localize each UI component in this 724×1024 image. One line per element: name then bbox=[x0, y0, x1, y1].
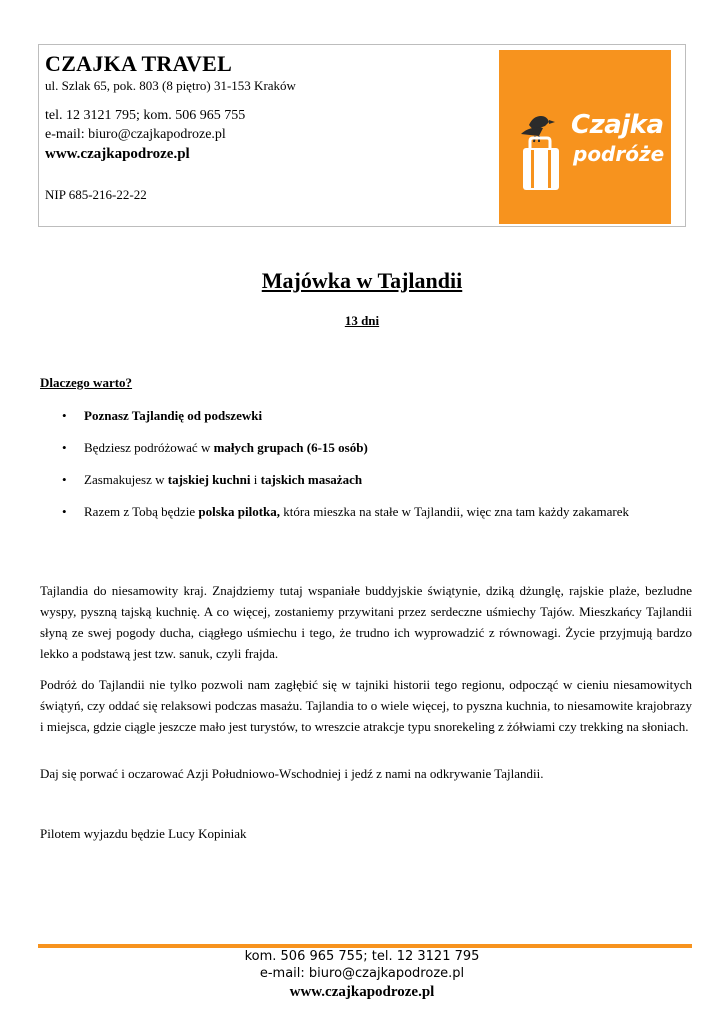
company-nip: NIP 685-216-22-22 bbox=[45, 187, 147, 202]
list-item: • Będziesz podróżować w małych grupach (6-15 osób) bbox=[40, 437, 692, 458]
bullet-icon: • bbox=[62, 440, 67, 455]
paragraph-invite: Daj się porwać i oczarować Azji Południowo-Wschodniej i jedź z nami na odkrywanie Tajlandii. bbox=[40, 766, 544, 781]
company-logo bbox=[499, 50, 671, 224]
benefits-list bbox=[40, 405, 692, 533]
page-title: Majówka w Tajlandii bbox=[261, 268, 463, 293]
list-item: • Zasmakujesz w tajskiej kuchni i tajskich masażach bbox=[40, 469, 692, 490]
footer-website: www.czajkapodroze.pl bbox=[289, 984, 435, 1000]
bullet-icon: • bbox=[62, 472, 67, 487]
company-email: e-mail: biuro@czajkapodroze.pl bbox=[45, 127, 226, 142]
footer-phones: kom. 506 965 755; tel. 12 3121 795 bbox=[244, 949, 480, 964]
trip-duration: 13 dni bbox=[344, 313, 380, 328]
list-item: • Poznasz Tajlandię od podszewki bbox=[40, 405, 692, 426]
logo-text-podroze: podróże bbox=[573, 142, 665, 166]
footer-divider bbox=[38, 944, 692, 948]
letterhead bbox=[38, 44, 686, 227]
company-name: CZAJKA TRAVEL bbox=[45, 51, 233, 76]
paragraph-guide: Pilotem wyjazdu będzie Lucy Kopiniak bbox=[40, 826, 247, 841]
bullet-icon: • bbox=[62, 408, 67, 423]
paragraph-details: Podróż do Tajlandii nie tylko pozwoli nam zagłębić się w tajniki historii tego regionu, odpocząć w cieniu niesamowitych świątyń, czy oddać się relaksowi podczas masażu. Tajlandia to o wiele więcej, to pyszna kuchnia, to niesamowite krajobrazy i miejsca, gdzie ciągle jeszcze mało jest turystów, to wreszcie atrakcje typu snorekeling z żółwiami czy trekking na słoniach. bbox=[40, 677, 692, 734]
company-address: ul. Szlak 65, pok. 803 (8 piętro) 31-153 Kraków bbox=[45, 78, 296, 93]
bullet-icon: • bbox=[62, 504, 67, 519]
logo-text-czajka: Czajka bbox=[571, 110, 664, 140]
company-website: www.czajkapodroze.pl bbox=[45, 146, 190, 162]
list-item: • Razem z Tobą będzie polska pilotka, która mieszka na stałe w Tajlandii, więc zna tam każdy zakamarek bbox=[40, 501, 692, 522]
paragraph-intro: Tajlandia do niesamowity kraj. Znajdziemy tutaj wspaniałe buddyjskie świątynie, dziką dżunglę, rajskie plaże, bezludne wyspy, pyszną tajską kuchnię. A co więcej, zostaniemy przywitani przez serdeczne uśmiechy Tajów. Mieszkańcy Tajlandii słyną ze swej pogody ducha, ciągłego uśmiechu i tego, że trudno ich wyprowadzić z równowagi. Życie przyjmują bardzo lekko a podstawą jest tzw. sanuk, czyli frajda. bbox=[40, 583, 692, 661]
why-heading: Dlaczego warto? bbox=[40, 375, 133, 390]
company-phone: tel. 12 3121 795; kom. 506 965 755 bbox=[45, 108, 246, 123]
footer-email: e-mail: biuro@czajkapodroze.pl bbox=[259, 966, 465, 981]
